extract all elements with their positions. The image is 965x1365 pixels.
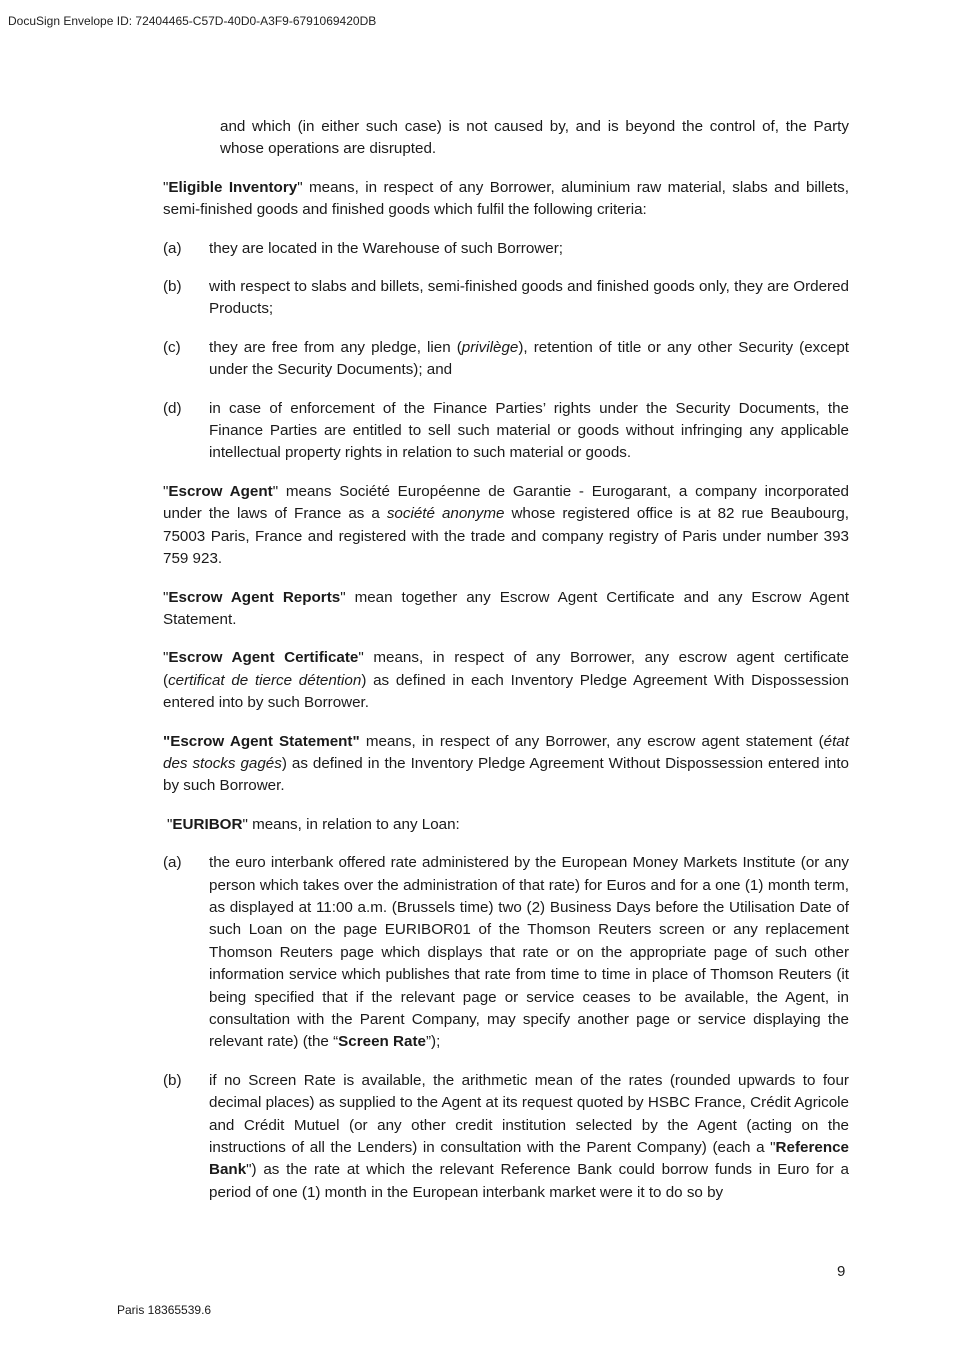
- list-item: [163, 1070, 849, 1204]
- docusign-envelope-id: DocuSign Envelope ID: 72404465-C57D-40D0-A3F9-6791069420DB: [8, 14, 377, 28]
- list-item: [163, 276, 849, 321]
- defined-term: EURIBOR: [172, 815, 243, 833]
- defined-term: Escrow Agent Certificate: [168, 649, 359, 667]
- definition-escrow-agent: "Escrow Agent" means Société Européenne de Garantie - Eurogarant, a company incorporated under the laws of France as a société anonyme whose registered office is at 82 rue Beaubourg, 75003 Paris, France and registered with the trade and company registry of Paris under number 393 759 923.: [163, 482, 849, 568]
- definition-escrow-agent-reports: "Escrow Agent Reports" mean together any Escrow Agent Certificate and any Escrow Agent Statement.: [163, 588, 849, 628]
- definition-escrow-agent-statement: "Escrow Agent Statement" means, in respect of any Borrower, any escrow agent statement (état des stocks gagés) as defined in the Inventory Pledge Agreement Without Dispossession entered into by such Borrower.: [163, 732, 849, 795]
- item-text: they are free from any pledge, lien (privilège), retention of title or any other Security (except under the Security Documents); and: [209, 338, 849, 379]
- item-label: (c): [163, 338, 181, 356]
- item-label: (b): [163, 1071, 182, 1089]
- list-item: [163, 398, 849, 465]
- document-body: [163, 116, 849, 1220]
- defined-term: Eligible Inventory: [168, 178, 298, 196]
- list-item: [163, 337, 849, 382]
- definition-escrow-agent-certificate: "Escrow Agent Certificate" means, in respect of any Borrower, any escrow agent certificate (certificat de tierce détention) as defined in each Inventory Pledge Agreement With Dispossession entered into by such Borrower.: [163, 649, 849, 712]
- item-label: (a): [163, 239, 182, 257]
- definition-eligible-inventory: "Eligible Inventory" means, in respect of any Borrower, aluminium raw material, slabs and billets, semi-finished goods and finished goods which fulfil the following criteria:: [163, 178, 849, 219]
- list-item: [163, 238, 849, 260]
- item-text: they are located in the Warehouse of such Borrower;: [209, 239, 563, 257]
- document-reference: Paris 18365539.6: [117, 1303, 212, 1317]
- defined-term: Escrow Agent Reports: [168, 588, 341, 606]
- page-number: 9: [837, 1263, 846, 1280]
- definition-euribor: "EURIBOR" means, in relation to any Loan:: [167, 815, 460, 833]
- continuation-paragraph: and which (in either such case) is not caused by, and is beyond the control of, the Party whose operations are disrupted.: [220, 118, 849, 158]
- item-text: the euro interbank offered rate administered by the European Money Markets Institute (or any person which takes over the administration of that rate) for Euros and for a one (1) month term, as displayed at 11:00 a.m. (Brussels time) two (2) Business Days before the Utilisation Date of such Loan on the page EURIBOR01 of the Thomson Reuters screen or any replacement Thomson Reuters page which displays that rate or on the appropriate page of such other information service which publishes that rate from time to time in place of Thomson Reuters (it being specified that if the relevant page or service ceases to be available, the Agent, in consultation with the Parent Company, may specify another page or service displaying the relevant rate) (the “Screen Rate”);: [209, 854, 849, 1051]
- defined-term: "Escrow Agent Statement": [163, 732, 360, 750]
- item-text: if no Screen Rate is available, the arithmetic mean of the rates (rounded upwards to four decimal places) as supplied to the Agent at its request quoted by HSBC France, Crédit Agricole and Crédit Mutuel (or any other credit institution selected by the Agent (acting on the instructions of all the Lenders) in consultation with the Parent Company) (each a "Reference Bank") as the rate at which the relevant Reference Bank could borrow funds in Euro for a period of one (1) month in the European interbank market were it to do so by: [209, 1071, 849, 1201]
- item-text: in case of enforcement of the Finance Parties’ rights under the Security Documents, the Finance Parties are entitled to sell such material or goods without infringing any applicable intellectual property rights in relation to such material or goods.: [209, 399, 849, 462]
- defined-term: Escrow Agent: [168, 482, 273, 500]
- item-label: (b): [163, 278, 182, 296]
- item-text: with respect to slabs and billets, semi-finished goods and finished goods only, they are Ordered Products;: [209, 278, 849, 318]
- item-label: (a): [163, 854, 182, 872]
- item-label: (d): [163, 399, 182, 417]
- list-item: [163, 852, 849, 1054]
